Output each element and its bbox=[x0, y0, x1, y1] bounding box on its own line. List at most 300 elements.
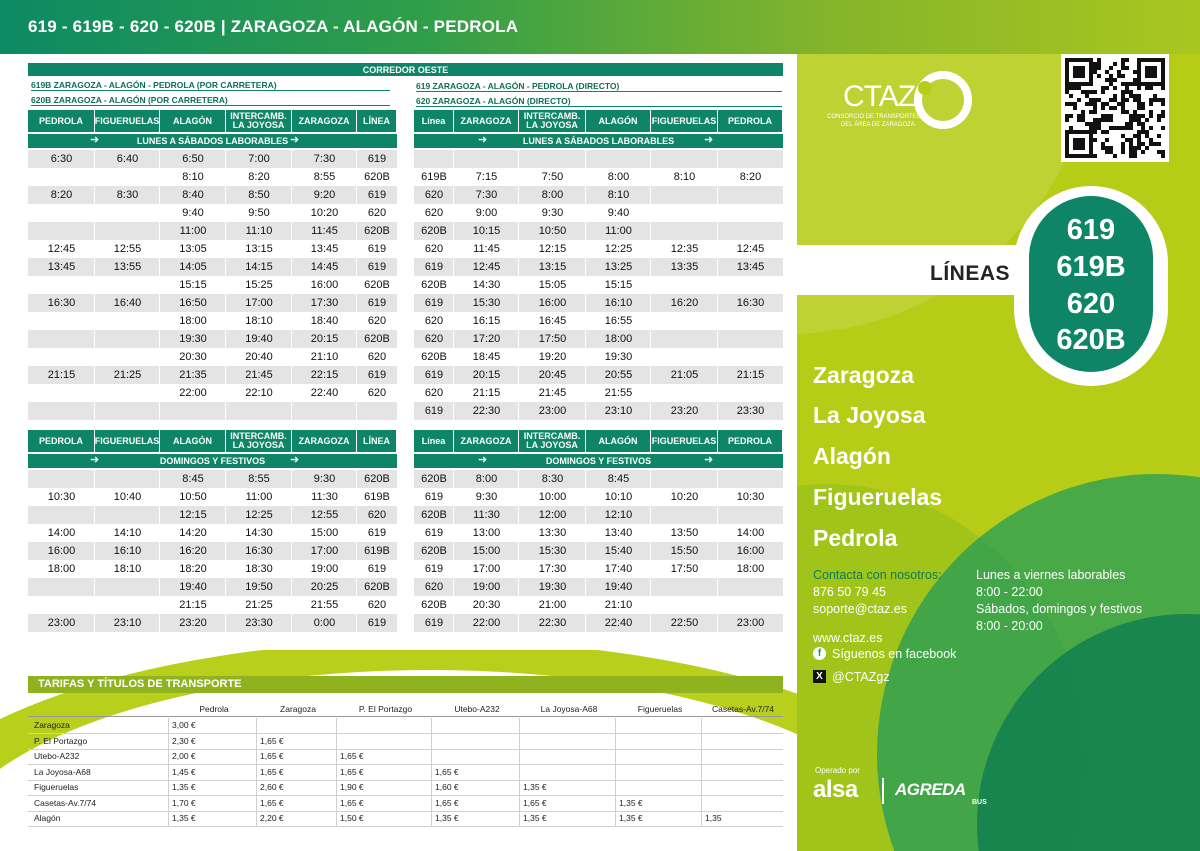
fares-col-sep bbox=[519, 811, 520, 826]
right-header-cell: INTERCAMB. LA JOYOSA bbox=[519, 430, 586, 452]
right-table-cell bbox=[718, 276, 783, 294]
right-table-cell bbox=[414, 150, 454, 168]
right-table-cell: 14:30 bbox=[472, 279, 501, 291]
left-subtitle-1: 619B ZARAGOZA - ALAGÓN - PEDROLA (POR CARRETERA) bbox=[31, 79, 390, 91]
top-title-bar bbox=[0, 0, 1200, 54]
fares-cell: 1,35 € bbox=[619, 797, 643, 808]
right-table-cell bbox=[651, 186, 718, 204]
right-table-cell: 620 bbox=[424, 243, 444, 255]
left-table-cell: 12:45 bbox=[47, 243, 76, 255]
right-table-cell: 620B bbox=[421, 599, 447, 611]
left-table-cell: 8:20 bbox=[50, 189, 73, 201]
left-table-cell: 12:55 bbox=[113, 243, 142, 255]
right-table-cell: 7:50 bbox=[541, 171, 564, 183]
right-table-cell bbox=[586, 150, 651, 168]
left-table-cell: 8:10 bbox=[182, 171, 204, 183]
fares-cell bbox=[258, 718, 338, 733]
left-table-cell: 619 bbox=[367, 261, 387, 273]
right-table-cell: 13:00 bbox=[472, 527, 501, 539]
right-table-cell bbox=[718, 204, 783, 222]
left-table-cell: 22:40 bbox=[310, 387, 339, 399]
contact-facebook[interactable]: Síguenos en facebook bbox=[832, 647, 957, 661]
left-table-cell: 16:50 bbox=[179, 297, 207, 309]
fares-col-sep bbox=[431, 734, 432, 749]
fares-col-sep bbox=[431, 796, 432, 811]
right-table-cell: 17:50 bbox=[670, 563, 699, 575]
left-table-cell: 13:45 bbox=[47, 261, 76, 273]
fares-cell: 1,35 € bbox=[172, 813, 196, 823]
fares-row-label: Figueruelas bbox=[34, 782, 79, 792]
left-table-cell: 619 bbox=[367, 563, 387, 575]
fares-cell: 2,60 € bbox=[260, 782, 284, 792]
right-table-cell: 16:00 bbox=[538, 297, 567, 309]
right-table-cell: 21:45 bbox=[538, 387, 567, 399]
right-table-cell: 22:30 bbox=[472, 405, 501, 417]
fares-cell: 1,65 € bbox=[340, 797, 364, 808]
fares-col-sep bbox=[615, 734, 616, 749]
left-subtitle-2: 620B ZARAGOZA - ALAGÓN (POR CARRETERA) bbox=[31, 94, 390, 106]
left-table-cell: 16:20 bbox=[179, 545, 207, 557]
fares-row-label: Utebo-A232 bbox=[34, 751, 80, 761]
right-table-cell: 12:35 bbox=[670, 243, 699, 255]
left-table-cell: 16:10 bbox=[113, 545, 142, 557]
left-table-cell bbox=[357, 402, 397, 420]
fares-cell bbox=[617, 765, 703, 780]
left-table-cell: 20:30 bbox=[179, 351, 207, 363]
contact-web[interactable]: www.ctaz.es bbox=[813, 631, 883, 645]
right-table-cell: 620B bbox=[421, 509, 447, 521]
left-table-cell bbox=[28, 222, 95, 240]
left-table-cell: 20:25 bbox=[310, 581, 339, 593]
qr-code[interactable] bbox=[1061, 54, 1169, 162]
fares-col-sep bbox=[519, 765, 520, 780]
left-table-cell: 19:00 bbox=[310, 563, 339, 575]
right-table-cell bbox=[718, 222, 783, 240]
fares-cell bbox=[703, 749, 783, 764]
left-table-cell: 19:30 bbox=[179, 333, 207, 345]
left-table-cell: 620B bbox=[364, 581, 390, 593]
right-table-cell: 18:45 bbox=[472, 351, 501, 363]
fares-cell: 1,70 € bbox=[172, 797, 196, 808]
left-header-cell: FIGUERUELAS bbox=[95, 110, 160, 132]
left-table-cell: 21:15 bbox=[47, 369, 76, 381]
fares-cell: 1,35 € bbox=[172, 782, 196, 792]
left-table-cell: 21:25 bbox=[245, 599, 273, 611]
fares-cell bbox=[338, 734, 433, 749]
fares-cell bbox=[617, 718, 703, 733]
fares-cell: 1,90 € bbox=[340, 782, 364, 792]
page-title: 619 - 619B - 620 - 620B | ZARAGOZA - ALAGÓN - PEDROLA bbox=[28, 17, 519, 36]
left-table-cell bbox=[95, 330, 160, 348]
left-table-cell: 8:55 bbox=[313, 171, 336, 183]
fares-col-sep bbox=[168, 796, 169, 811]
right-table-cell: 8:10 bbox=[673, 171, 696, 183]
left-band-arrow-icon: ➜ bbox=[290, 454, 300, 466]
fares-col-sep bbox=[336, 796, 337, 811]
fares-col-sep bbox=[256, 734, 257, 749]
right-table-cell: 21:05 bbox=[670, 369, 699, 381]
left-table-cell bbox=[95, 168, 160, 186]
fares-cell: 1,45 € bbox=[172, 766, 196, 777]
right-table-cell: 14:00 bbox=[736, 527, 765, 539]
right-band: LUNES A SÁBADOS LABORABLES bbox=[414, 134, 783, 148]
fares-cell: 2,30 € bbox=[172, 735, 196, 746]
right-table-cell bbox=[718, 506, 783, 524]
left-table-cell: 620B bbox=[364, 279, 390, 291]
left-table-cell: 619 bbox=[367, 617, 387, 629]
left-table-cell: 619 bbox=[367, 243, 387, 255]
left-table-cell: 619B bbox=[364, 545, 390, 557]
right-table-cell: 10:15 bbox=[472, 225, 501, 237]
right-table-cell: 619 bbox=[424, 491, 444, 503]
left-table-cell: 17:30 bbox=[310, 297, 339, 309]
right-table-cell: 619B bbox=[421, 171, 447, 183]
right-table-cell: 12:25 bbox=[604, 243, 633, 255]
fares-col-sep bbox=[336, 749, 337, 764]
left-table-cell: 14:10 bbox=[113, 527, 142, 539]
right-table-cell: 16:45 bbox=[538, 315, 567, 327]
right-table-cell bbox=[651, 384, 718, 402]
right-table-cell: 12:10 bbox=[604, 509, 633, 521]
line-number-620: 620 bbox=[1066, 288, 1116, 320]
left-band-arrow-icon: ➜ bbox=[290, 134, 300, 146]
right-table-cell: 9:30 bbox=[475, 491, 498, 503]
right-table-cell: 619 bbox=[424, 527, 444, 539]
left-table-cell: 15:15 bbox=[179, 279, 207, 291]
left-table-cell: 23:10 bbox=[113, 617, 142, 629]
left-table-cell bbox=[95, 312, 160, 330]
facebook-icon: f bbox=[813, 647, 826, 660]
right-band-arrow-icon: ➜ bbox=[704, 134, 714, 146]
right-table-cell: 9:30 bbox=[541, 207, 564, 219]
left-table-cell: 10:20 bbox=[310, 207, 339, 219]
right-table-cell bbox=[519, 150, 586, 168]
fares-col-sep bbox=[519, 780, 520, 795]
left-table-cell bbox=[28, 506, 95, 524]
left-table-cell: 8:20 bbox=[248, 171, 270, 183]
left-table-cell: 23:00 bbox=[47, 617, 76, 629]
right-band-arrow-icon: ➜ bbox=[478, 454, 488, 466]
qr-code-icon bbox=[1065, 58, 1165, 158]
right-table-cell: 15:40 bbox=[604, 545, 633, 557]
corridor-band: CORREDOR OESTE bbox=[28, 63, 783, 76]
fares-cell bbox=[521, 718, 617, 733]
right-table-cell: 21:15 bbox=[736, 369, 765, 381]
right-table-cell: 10:30 bbox=[736, 491, 765, 503]
left-table-cell: 23:30 bbox=[245, 617, 273, 629]
left-table-cell: 620 bbox=[367, 207, 387, 219]
left-table-cell: 620 bbox=[367, 599, 387, 611]
alsa-logo: alsa bbox=[813, 776, 858, 803]
left-table-cell: 11:00 bbox=[179, 225, 207, 237]
lines-label: LÍNEAS bbox=[930, 262, 1011, 285]
right-table-cell: 22:00 bbox=[472, 617, 501, 629]
right-table-cell bbox=[651, 276, 718, 294]
left-table-cell: 11:10 bbox=[245, 225, 273, 237]
logo-line1: CONSORCIO DE TRANSPORTES bbox=[827, 114, 921, 120]
left-table-cell: 18:10 bbox=[245, 315, 273, 327]
right-table-cell: 20:55 bbox=[604, 369, 633, 381]
fares-cell bbox=[433, 734, 521, 749]
fares-column-header: Figueruelas bbox=[637, 704, 683, 714]
right-table-cell: 11:45 bbox=[473, 243, 500, 255]
left-table-cell: 19:40 bbox=[179, 581, 207, 593]
left-table-cell: 14:05 bbox=[179, 261, 207, 273]
right-table-cell: 20:15 bbox=[472, 369, 501, 381]
fares-col-sep bbox=[615, 796, 616, 811]
left-table-cell: 23:20 bbox=[179, 617, 207, 629]
fares-cell bbox=[703, 718, 783, 733]
right-table-cell: 11:00 bbox=[605, 225, 632, 237]
right-table-cell: 23:20 bbox=[670, 405, 699, 417]
left-table-cell bbox=[160, 402, 226, 420]
left-table-cell bbox=[28, 470, 95, 488]
right-table-cell bbox=[718, 312, 783, 330]
right-table-cell: 9:00 bbox=[475, 207, 498, 219]
right-table-cell: 19:30 bbox=[538, 581, 567, 593]
fares-cell bbox=[521, 749, 617, 764]
right-table-cell: 17:20 bbox=[472, 333, 501, 345]
right-table-cell: 10:20 bbox=[670, 491, 699, 503]
right-table-cell: 8:10 bbox=[607, 189, 630, 201]
left-table-cell bbox=[95, 470, 160, 488]
fares-cell: 1,50 € bbox=[340, 813, 364, 823]
right-table-cell: 12:15 bbox=[538, 243, 567, 255]
right-table-cell: 8:45 bbox=[607, 473, 630, 485]
right-table-cell: 619 bbox=[424, 369, 444, 381]
fares-column-header: Pedrola bbox=[199, 704, 229, 714]
left-table-cell: 18:40 bbox=[310, 315, 339, 327]
fares-row-label: P. El Portazgo bbox=[34, 735, 88, 746]
left-table-cell: 13:05 bbox=[179, 243, 207, 255]
left-table-cell bbox=[28, 578, 95, 596]
fares-col-sep bbox=[256, 749, 257, 764]
fares-cell: 1,35 € bbox=[435, 813, 459, 823]
operated-by-label: Operado por bbox=[815, 766, 860, 775]
left-table-cell: 19:40 bbox=[245, 333, 273, 345]
fares-col-sep bbox=[519, 796, 520, 811]
fares-cell bbox=[433, 749, 521, 764]
right-table-cell: 12:45 bbox=[736, 243, 765, 255]
right-table-cell: 12:00 bbox=[538, 509, 567, 521]
left-table-cell: 15:00 bbox=[310, 527, 339, 539]
left-header-cell: ALAGÓN bbox=[160, 110, 226, 132]
right-table-cell: 19:30 bbox=[604, 351, 633, 363]
right-table-cell: 12:45 bbox=[472, 261, 501, 273]
left-table-cell: 12:25 bbox=[245, 509, 273, 521]
right-table-cell bbox=[718, 150, 783, 168]
right-header-cell: FIGUERUELAS bbox=[651, 430, 718, 452]
left-table-cell: 16:40 bbox=[113, 297, 142, 309]
left-table-cell: 22:15 bbox=[310, 369, 339, 381]
right-table-cell: 18:00 bbox=[736, 563, 765, 575]
left-table-cell bbox=[95, 506, 160, 524]
left-table-cell: 619 bbox=[367, 297, 387, 309]
fares-cell bbox=[617, 734, 703, 749]
town-figueruelas: Figueruelas bbox=[813, 484, 943, 510]
left-table-cell: 0:00 bbox=[313, 617, 336, 629]
fares-col-sep bbox=[701, 734, 702, 749]
fares-cell: 3,00 € bbox=[172, 720, 196, 730]
fares-header-line bbox=[28, 716, 783, 717]
left-table-cell bbox=[95, 222, 160, 240]
left-table-cell: 10:30 bbox=[47, 491, 76, 503]
right-table-cell: 18:00 bbox=[604, 333, 633, 345]
left-header-cell: ZARAGOZA bbox=[292, 110, 357, 132]
contact-email[interactable]: soporte@ctaz.es bbox=[813, 602, 907, 616]
left-table-cell: 12:15 bbox=[179, 509, 207, 521]
fares-cell bbox=[703, 796, 783, 811]
fares-cell: 1,65 € bbox=[523, 797, 547, 808]
left-table-cell: 8:55 bbox=[248, 473, 270, 485]
fares-col-sep bbox=[701, 811, 702, 826]
right-table-cell: 16:20 bbox=[670, 297, 699, 309]
fares-col-sep bbox=[168, 765, 169, 780]
left-table-cell: 20:15 bbox=[310, 333, 339, 345]
right-table-cell: 20:45 bbox=[538, 369, 567, 381]
right-table-cell bbox=[651, 150, 718, 168]
fares-col-sep bbox=[256, 718, 257, 733]
left-table-cell: 11:30 bbox=[311, 491, 338, 503]
right-table-cell bbox=[454, 150, 519, 168]
left-table-cell: 11:45 bbox=[311, 225, 338, 237]
left-band-arrow-icon: ➜ bbox=[90, 134, 100, 146]
left-table-cell: 620 bbox=[367, 315, 387, 327]
fares-col-sep bbox=[336, 780, 337, 795]
right-header-cell: INTERCAMB. LA JOYOSA bbox=[519, 110, 586, 132]
left-table-cell: 18:00 bbox=[47, 563, 76, 575]
fares-col-sep bbox=[701, 765, 702, 780]
left-table-cell: 6:40 bbox=[116, 153, 139, 165]
contact-x[interactable]: @CTAZgz bbox=[832, 670, 890, 684]
fares-cell bbox=[703, 765, 783, 780]
right-table-cell: 16:00 bbox=[736, 545, 765, 557]
left-header-cell: PEDROLA bbox=[28, 430, 95, 452]
right-table-cell bbox=[651, 506, 718, 524]
left-table-cell: 18:20 bbox=[179, 563, 207, 575]
fares-col-sep bbox=[701, 718, 702, 733]
right-table-cell: 620 bbox=[424, 387, 444, 399]
fares-cell: 1,65 € bbox=[260, 766, 284, 777]
left-table-cell: 21:55 bbox=[310, 599, 339, 611]
right-table-cell: 15:05 bbox=[538, 279, 567, 291]
fares-row-label: La Joyosa-A68 bbox=[34, 766, 91, 777]
right-table-cell: 8:30 bbox=[541, 473, 564, 485]
right-table-cell: 23:00 bbox=[736, 617, 765, 629]
left-table-cell bbox=[95, 276, 160, 294]
fares-cell bbox=[338, 718, 433, 733]
right-header-cell: FIGUERUELAS bbox=[651, 110, 718, 132]
right-table-cell: 17:30 bbox=[538, 563, 567, 575]
left-table-cell: 10:40 bbox=[113, 491, 142, 503]
right-table-cell bbox=[718, 186, 783, 204]
left-table-cell bbox=[28, 596, 95, 614]
right-table-cell: 15:00 bbox=[472, 545, 501, 557]
fares-column-header: Zaragoza bbox=[280, 704, 316, 714]
right-table-cell: 8:00 bbox=[475, 473, 498, 485]
right-table-cell: 16:55 bbox=[604, 315, 633, 327]
town-zaragoza: Zaragoza bbox=[813, 362, 914, 388]
left-table-cell: 17:00 bbox=[245, 297, 273, 309]
line-number-619b: 619B bbox=[1056, 251, 1126, 283]
left-table-cell bbox=[95, 596, 160, 614]
right-table-cell: 17:00 bbox=[472, 563, 501, 575]
fares-cell: 1,35 € bbox=[619, 813, 643, 823]
left-table-cell: 620B bbox=[364, 473, 390, 485]
agreda-logo: AGREDA bbox=[895, 780, 966, 799]
left-header-cell: PEDROLA bbox=[28, 110, 95, 132]
right-header-cell: ZARAGOZA bbox=[454, 430, 519, 452]
left-table-cell: 21:45 bbox=[245, 369, 273, 381]
left-table-cell bbox=[95, 402, 160, 420]
fares-cell: 1,35 € bbox=[523, 782, 547, 792]
right-table-cell: 15:30 bbox=[538, 545, 567, 557]
right-table-cell: 620 bbox=[424, 189, 444, 201]
right-table-cell: 23:30 bbox=[736, 405, 765, 417]
left-table-cell: 22:00 bbox=[179, 387, 207, 399]
left-table-cell: 10:50 bbox=[179, 491, 207, 503]
fares-cell: 1,65 € bbox=[260, 751, 284, 761]
right-band: DOMINGOS Y FESTIVOS bbox=[414, 454, 783, 468]
left-table-cell: 18:10 bbox=[113, 563, 142, 575]
right-table-cell: 21:55 bbox=[604, 387, 633, 399]
ctaz-logo bbox=[823, 68, 973, 138]
right-table-cell: 21:15 bbox=[472, 387, 501, 399]
right-table-cell: 21:00 bbox=[538, 599, 567, 611]
left-table-cell: 19:50 bbox=[245, 581, 273, 593]
hours-weekend: 8:00 - 20:00 bbox=[976, 619, 1043, 633]
right-band-arrow-icon: ➜ bbox=[704, 454, 714, 466]
right-header-cell: PEDROLA bbox=[718, 110, 783, 132]
fares-col-sep bbox=[168, 749, 169, 764]
right-table-cell bbox=[718, 578, 783, 596]
right-table-cell bbox=[718, 330, 783, 348]
fares-col-sep bbox=[256, 811, 257, 826]
right-table-cell: 16:10 bbox=[604, 297, 633, 309]
left-table-cell: 6:50 bbox=[182, 153, 204, 165]
left-table-cell bbox=[28, 168, 95, 186]
right-table-cell bbox=[651, 348, 718, 366]
line-number-619: 619 bbox=[1066, 214, 1116, 246]
right-table-cell: 13:30 bbox=[538, 527, 567, 539]
left-table-cell: 620B bbox=[364, 333, 390, 345]
x-icon: X bbox=[813, 670, 826, 683]
fares-col-sep bbox=[168, 718, 169, 733]
fares-col-sep bbox=[168, 734, 169, 749]
right-table-cell: 620B bbox=[421, 545, 447, 557]
right-table-cell: 17:50 bbox=[538, 333, 567, 345]
fares-col-sep bbox=[701, 780, 702, 795]
left-table-cell: 21:10 bbox=[310, 351, 339, 363]
left-header-cell: LÍNEA bbox=[357, 430, 397, 452]
right-table-cell: 16:15 bbox=[472, 315, 501, 327]
left-table-cell: 8:45 bbox=[182, 473, 204, 485]
fares-col-sep bbox=[431, 718, 432, 733]
right-table-cell: 19:00 bbox=[472, 581, 501, 593]
left-table-cell: 14:15 bbox=[245, 261, 273, 273]
hours-weekday: 8:00 - 22:00 bbox=[976, 585, 1043, 599]
fares-col-sep bbox=[701, 749, 702, 764]
fares-col-sep bbox=[336, 765, 337, 780]
hours-weekend-label: Sábados, domingos y festivos bbox=[976, 602, 1143, 616]
contact-phone[interactable]: 876 50 79 45 bbox=[813, 585, 886, 599]
fares-col-sep bbox=[336, 734, 337, 749]
right-table-cell bbox=[651, 204, 718, 222]
left-table-cell: 8:50 bbox=[248, 189, 270, 201]
fares-cell: 1,60 € bbox=[435, 782, 459, 792]
right-table-cell: 619 bbox=[424, 261, 444, 273]
left-table-cell: 16:30 bbox=[47, 297, 76, 309]
